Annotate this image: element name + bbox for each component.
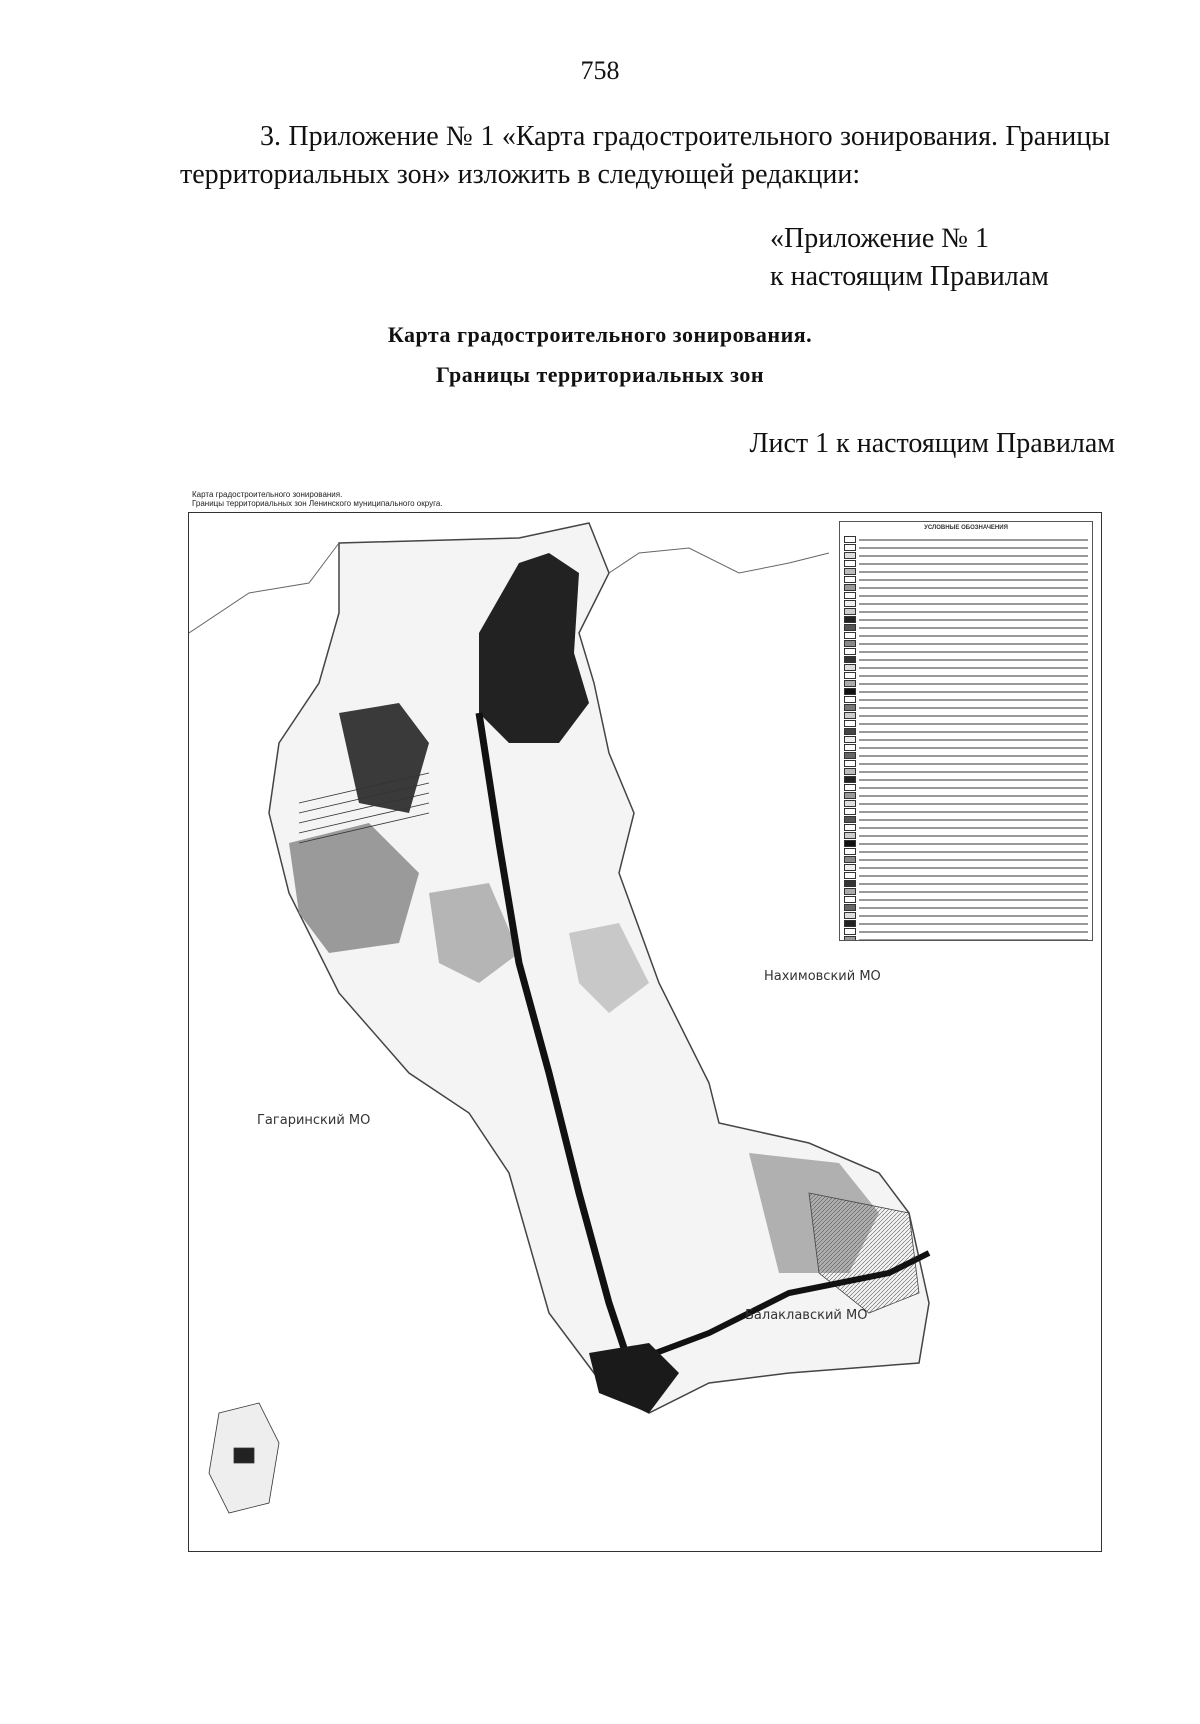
appendix-line-2: к настоящим Правилам	[770, 261, 1049, 292]
legend-swatch	[844, 928, 856, 935]
legend-text-placeholder	[859, 627, 1088, 629]
legend-row	[844, 864, 1088, 871]
legend-swatch	[844, 912, 856, 919]
legend-row	[844, 816, 1088, 823]
legend-row	[844, 752, 1088, 759]
legend-row	[844, 880, 1088, 887]
legend-swatch	[844, 688, 856, 695]
legend-text-placeholder	[859, 931, 1088, 933]
legend-swatch	[844, 728, 856, 735]
legend-text-placeholder	[859, 819, 1088, 821]
legend-text-placeholder	[859, 555, 1088, 557]
legend-swatch	[844, 560, 856, 567]
legend-swatch	[844, 664, 856, 671]
coastline-2	[189, 543, 339, 633]
legend-swatch	[844, 864, 856, 871]
legend-swatch	[844, 616, 856, 623]
legend-text-placeholder	[859, 803, 1088, 805]
legend-text-placeholder	[859, 643, 1088, 645]
legend-text-placeholder	[859, 747, 1088, 749]
legend-swatch	[844, 800, 856, 807]
zoning-map	[188, 512, 1102, 1552]
legend-swatch	[844, 776, 856, 783]
legend-swatch	[844, 600, 856, 607]
legend-row	[844, 648, 1088, 655]
legend-row	[844, 712, 1088, 719]
legend-swatch	[844, 648, 856, 655]
legend-text-placeholder	[859, 827, 1088, 829]
legend-text-placeholder	[859, 619, 1088, 621]
legend-swatch	[844, 656, 856, 663]
legend-row	[844, 776, 1088, 783]
legend-row	[844, 536, 1088, 543]
legend-swatch	[844, 768, 856, 775]
legend-swatch	[844, 792, 856, 799]
legend-row	[844, 576, 1088, 583]
legend-row	[844, 560, 1088, 567]
legend-swatch	[844, 872, 856, 879]
legend-row	[844, 704, 1088, 711]
legend-text-placeholder	[859, 755, 1088, 757]
legend-swatch	[844, 552, 856, 559]
legend-text-placeholder	[859, 611, 1088, 613]
coastline	[609, 548, 829, 573]
legend-text-placeholder	[859, 891, 1088, 893]
legend-text-placeholder	[859, 915, 1088, 917]
label-nakhimovsky: Нахимовский МО	[764, 969, 881, 984]
map-caption-line-1: Карта градостроительного зонирования.	[192, 490, 343, 499]
legend-swatch	[844, 736, 856, 743]
legend-swatch	[844, 848, 856, 855]
legend-text-placeholder	[859, 707, 1088, 709]
legend-swatch	[844, 696, 856, 703]
legend-row	[844, 896, 1088, 903]
legend-text-placeholder	[859, 907, 1088, 909]
legend-row	[844, 688, 1088, 695]
legend-swatch	[844, 904, 856, 911]
map-title-line-2: Границы территориальных зон	[435, 362, 765, 387]
legend-row	[844, 592, 1088, 599]
legend-text-placeholder	[859, 795, 1088, 797]
legend-row	[844, 608, 1088, 615]
legend-row	[844, 856, 1088, 863]
label-balaklavsky: Балаклавский МО	[745, 1308, 868, 1323]
legend-swatch	[844, 896, 856, 903]
legend-swatch	[844, 888, 856, 895]
map-title-line-1: Карта градостроительного зонирования.	[387, 322, 813, 347]
legend-text-placeholder	[859, 851, 1088, 853]
legend-text-placeholder	[859, 771, 1088, 773]
legend-row	[844, 808, 1088, 815]
legend-text-placeholder	[859, 875, 1088, 877]
legend-row	[844, 600, 1088, 607]
legend-row	[844, 792, 1088, 799]
legend-title: УСЛОВНЫЕ ОБОЗНАЧЕНИЯ	[924, 525, 1008, 531]
legend-text-placeholder	[859, 883, 1088, 885]
legend-swatch	[844, 712, 856, 719]
legend-row	[844, 928, 1088, 935]
legend-row	[844, 784, 1088, 791]
legend-row	[844, 544, 1088, 551]
legend-text-placeholder	[859, 867, 1088, 869]
legend-swatch	[844, 840, 856, 847]
legend-row	[844, 696, 1088, 703]
legend-text-placeholder	[859, 635, 1088, 637]
inset-map	[209, 1403, 279, 1513]
legend-swatch	[844, 824, 856, 831]
legend-text-placeholder	[859, 715, 1088, 717]
legend-text-placeholder	[859, 731, 1088, 733]
legend-text-placeholder	[859, 683, 1088, 685]
legend-swatch	[844, 936, 856, 941]
legend-row	[844, 744, 1088, 751]
legend-text-placeholder	[859, 699, 1088, 701]
legend-row	[844, 888, 1088, 895]
legend-text-placeholder	[859, 787, 1088, 789]
legend-row	[844, 872, 1088, 879]
legend-swatch	[844, 760, 856, 767]
legend-swatch	[844, 744, 856, 751]
legend-text-placeholder	[859, 667, 1088, 669]
legend-text-placeholder	[859, 571, 1088, 573]
legend-row	[844, 760, 1088, 767]
legend-text-placeholder	[859, 603, 1088, 605]
legend-text-placeholder	[859, 843, 1088, 845]
legend-row	[844, 616, 1088, 623]
legend-text-placeholder	[859, 691, 1088, 693]
legend-row	[844, 904, 1088, 911]
legend-swatch	[844, 784, 856, 791]
legend-swatch	[844, 568, 856, 575]
legend-swatch	[844, 584, 856, 591]
legend-swatch	[844, 680, 856, 687]
legend-text-placeholder	[859, 547, 1088, 549]
legend-text-placeholder	[859, 563, 1088, 565]
legend-row	[844, 656, 1088, 663]
legend-text-placeholder	[859, 595, 1088, 597]
legend-swatch	[844, 832, 856, 839]
legend-text-placeholder	[859, 763, 1088, 765]
legend-swatch	[844, 752, 856, 759]
legend-row	[844, 840, 1088, 847]
legend-swatch	[844, 704, 856, 711]
legend-text-placeholder	[859, 779, 1088, 781]
legend-row	[844, 672, 1088, 679]
legend-row	[844, 848, 1088, 855]
legend-text-placeholder	[859, 739, 1088, 741]
legend-swatch	[844, 608, 856, 615]
legend-swatch	[844, 632, 856, 639]
legend-swatch	[844, 880, 856, 887]
legend-row	[844, 720, 1088, 727]
legend-text-placeholder	[859, 539, 1088, 541]
legend-row	[844, 664, 1088, 671]
legend-text-placeholder	[859, 939, 1088, 941]
legend-text-placeholder	[859, 723, 1088, 725]
legend-swatch	[844, 816, 856, 823]
legend-row	[844, 568, 1088, 575]
legend-row	[844, 736, 1088, 743]
legend-row	[844, 552, 1088, 559]
legend-swatch	[844, 856, 856, 863]
legend-text-placeholder	[859, 835, 1088, 837]
legend-swatch	[844, 592, 856, 599]
map-caption	[192, 490, 692, 508]
legend-swatch	[844, 808, 856, 815]
legend-row	[844, 912, 1088, 919]
legend-swatch	[844, 576, 856, 583]
legend-text-placeholder	[859, 859, 1088, 861]
legend-row	[844, 640, 1088, 647]
legend-swatch	[844, 544, 856, 551]
map-legend	[839, 521, 1093, 941]
legend-swatch	[844, 536, 856, 543]
legend-row	[844, 768, 1088, 775]
appendix-line-1: «Приложение № 1	[770, 223, 989, 254]
label-gagarinsky: Гагаринский МО	[257, 1113, 371, 1128]
page-number: 758	[580, 56, 620, 85]
legend-text-placeholder	[859, 811, 1088, 813]
legend-row	[844, 832, 1088, 839]
legend-row	[844, 624, 1088, 631]
legend-swatch	[844, 720, 856, 727]
legend-row	[844, 920, 1088, 927]
legend-text-placeholder	[859, 659, 1088, 661]
legend-text-placeholder	[859, 651, 1088, 653]
legend-row	[844, 632, 1088, 639]
legend-row	[844, 824, 1088, 831]
legend-row	[844, 800, 1088, 807]
legend-swatch	[844, 624, 856, 631]
legend-text-placeholder	[859, 587, 1088, 589]
sheet-label: Лист 1 к настоящим Правилам	[749, 428, 1115, 459]
legend-text-placeholder	[859, 923, 1088, 925]
legend-row	[844, 584, 1088, 591]
legend-row	[844, 936, 1088, 941]
legend-row	[844, 728, 1088, 735]
map-title	[0, 315, 1200, 395]
legend-text-placeholder	[859, 675, 1088, 677]
legend-swatch	[844, 672, 856, 679]
legend-swatch	[844, 640, 856, 647]
map-caption-line-2: Границы территориальных зон Ленинского муниципального округа.	[192, 499, 443, 508]
legend-text-placeholder	[859, 899, 1088, 901]
body-paragraph: 3. Приложение № 1 «Карта градостроительного зонирования. Границы территориальных зон» изложить в следующей редакции:	[180, 121, 1110, 190]
legend-swatch	[844, 920, 856, 927]
appendix-reference	[770, 220, 1049, 296]
legend-text-placeholder	[859, 579, 1088, 581]
legend-row	[844, 680, 1088, 687]
